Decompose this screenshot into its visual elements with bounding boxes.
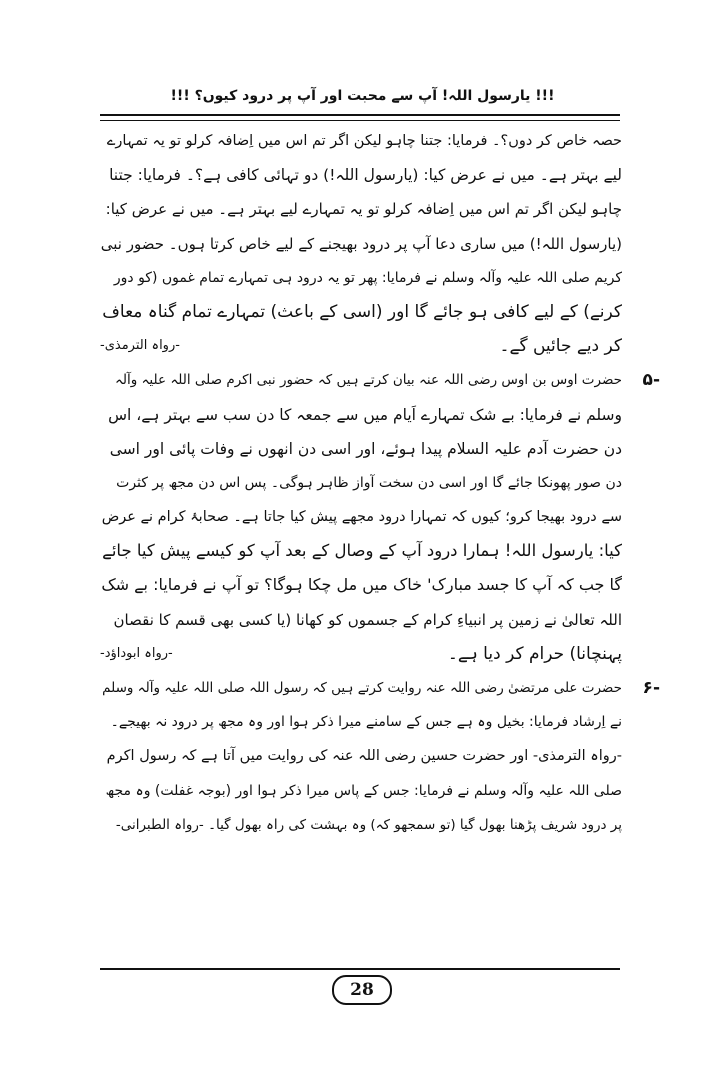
text-line: (یارسول اللہ!) میں ساری دعا آپ پر درود بھیجنے کے لیے خاص کرتا ہوں۔ حضور نبی — [100, 234, 622, 253]
numbered-item-5 — [100, 363, 660, 671]
text-line: پر درود شریف پڑھنا بھول گیا (تو سمجھو کہ) وہ بہشت کی راہ بھول گیا۔ -رواہ الطبرانی- — [115, 816, 622, 833]
running-header: !!! یارسول اللہ! آپ سے محبت اور آپ پر درود کیوں؟ !!! — [170, 88, 555, 104]
text-line: سے درود بھیجا کرو؛ کیوں کہ تمہارا درود مجھے پیش کیا جاتا ہے۔ صحابۂ کرام نے عرض — [101, 509, 622, 526]
hadith-reference: -رواہ ابوداؤد- — [100, 645, 173, 661]
hadith-reference: -رواہ الترمذی- — [100, 338, 180, 354]
numbered-item-6 — [100, 671, 660, 842]
text-line: گا جب کہ آپ کا جسد مبارک' خاک میں مل چکا ہوگا؟ تو آپ نے فرمایا: بے شک — [101, 575, 622, 595]
text-line: حضرت علی مرتضیٰ رضی اللہ عنہ روایت کرتے ہیں کہ رسول اللہ صلی اللہ علیہ وآلہ وسلم — [102, 680, 622, 696]
footer-rule — [100, 968, 620, 970]
text-line: دن حضرت آدم علیہ السلام پیدا ہوئے، اور اسی دن انھوں نے وفات پائی اور اسی — [109, 439, 622, 458]
page-body — [100, 124, 660, 842]
text-line: کرنے) کے لیے کافی ہو جائے گا اور (اسی کے باعث) تمہارے تمام گناہ معاف — [102, 301, 622, 322]
text-line: حضرت اوس بن اوس رضی اللہ عنہ بیان کرتے ہیں کہ حضور نبی اکرم صلی اللہ علیہ وآلہ — [114, 372, 622, 389]
text-line: اللہ تعالیٰ نے زمین پر انبیاءِ کرام کے جسموں کو کھانا (یا کسی بھی قسم کا نقصان — [113, 610, 622, 629]
text-line: کیا: یارسول اللہ! ہمارا درود آپ کے وصال کے بعد آپ کو کیسے پیش کیا جائے — [102, 541, 622, 561]
item-number: -۶ — [642, 678, 660, 698]
text-line: لیے بہتر ہے۔ میں نے عرض کیا: (یارسول اللہ!) دو تہائی کافی ہے؟۔ فرمایا: جتنا — [109, 166, 622, 185]
page-number: 28 — [332, 975, 392, 1005]
text-line-with-reference — [100, 637, 622, 671]
text-line: -رواہ الترمذی- اور حضرت حسین رضی اللہ عنہ کی روایت میں آتا ہے کہ رسول اکرم — [106, 748, 622, 765]
text-line: حصہ خاص کر دوں؟۔ فرمایا: جتنا چاہو لیکن اگر تم اس میں اِضافہ کرلو تو یہ تمہارے — [106, 133, 622, 149]
continuation-paragraph — [100, 124, 622, 363]
text-line: وسلم نے فرمایا: بے شک تمہارے اَیام میں سے جمعہ کا دن سب سے بہتر ہے، اس — [108, 405, 622, 424]
text-line: کریم صلی اللہ علیہ وآلہ وسلم نے فرمایا: پھر تو یہ درود ہی تمہارے تمام غموں (کو دور — [113, 269, 622, 286]
text-line-end: کر دیے جائیں گے۔ — [499, 336, 622, 357]
header-rule — [100, 114, 620, 121]
text-line: دن صور پھونکا جائے گا اور اسی دن سخت آواز ظاہر ہوگی۔ پس اس دن مجھ پر کثرت — [116, 474, 622, 491]
text-line: صلی اللہ علیہ وآلہ وسلم نے فرمایا: جس کے پاس میرا ذکر ہوا اور (بوجہ غفلت) وہ مجھ — [105, 782, 622, 799]
text-line: چاہو لیکن اگر تم اس میں اِضافہ کرلو تو یہ تمہارے لیے بہتر ہے۔ میں نے عرض کیا: — [105, 200, 622, 219]
text-line-end: پہنچانا) حرام کر دیا ہے۔ — [447, 643, 622, 664]
item-number: -۵ — [642, 370, 660, 391]
text-line-with-reference — [100, 329, 622, 363]
text-line: نے اِرشاد فرمایا: بخیل وہ ہے جس کے سامنے میرا ذکر ہوا اور وہ مجھ پر درود نہ بھیجے۔ — [110, 714, 622, 731]
